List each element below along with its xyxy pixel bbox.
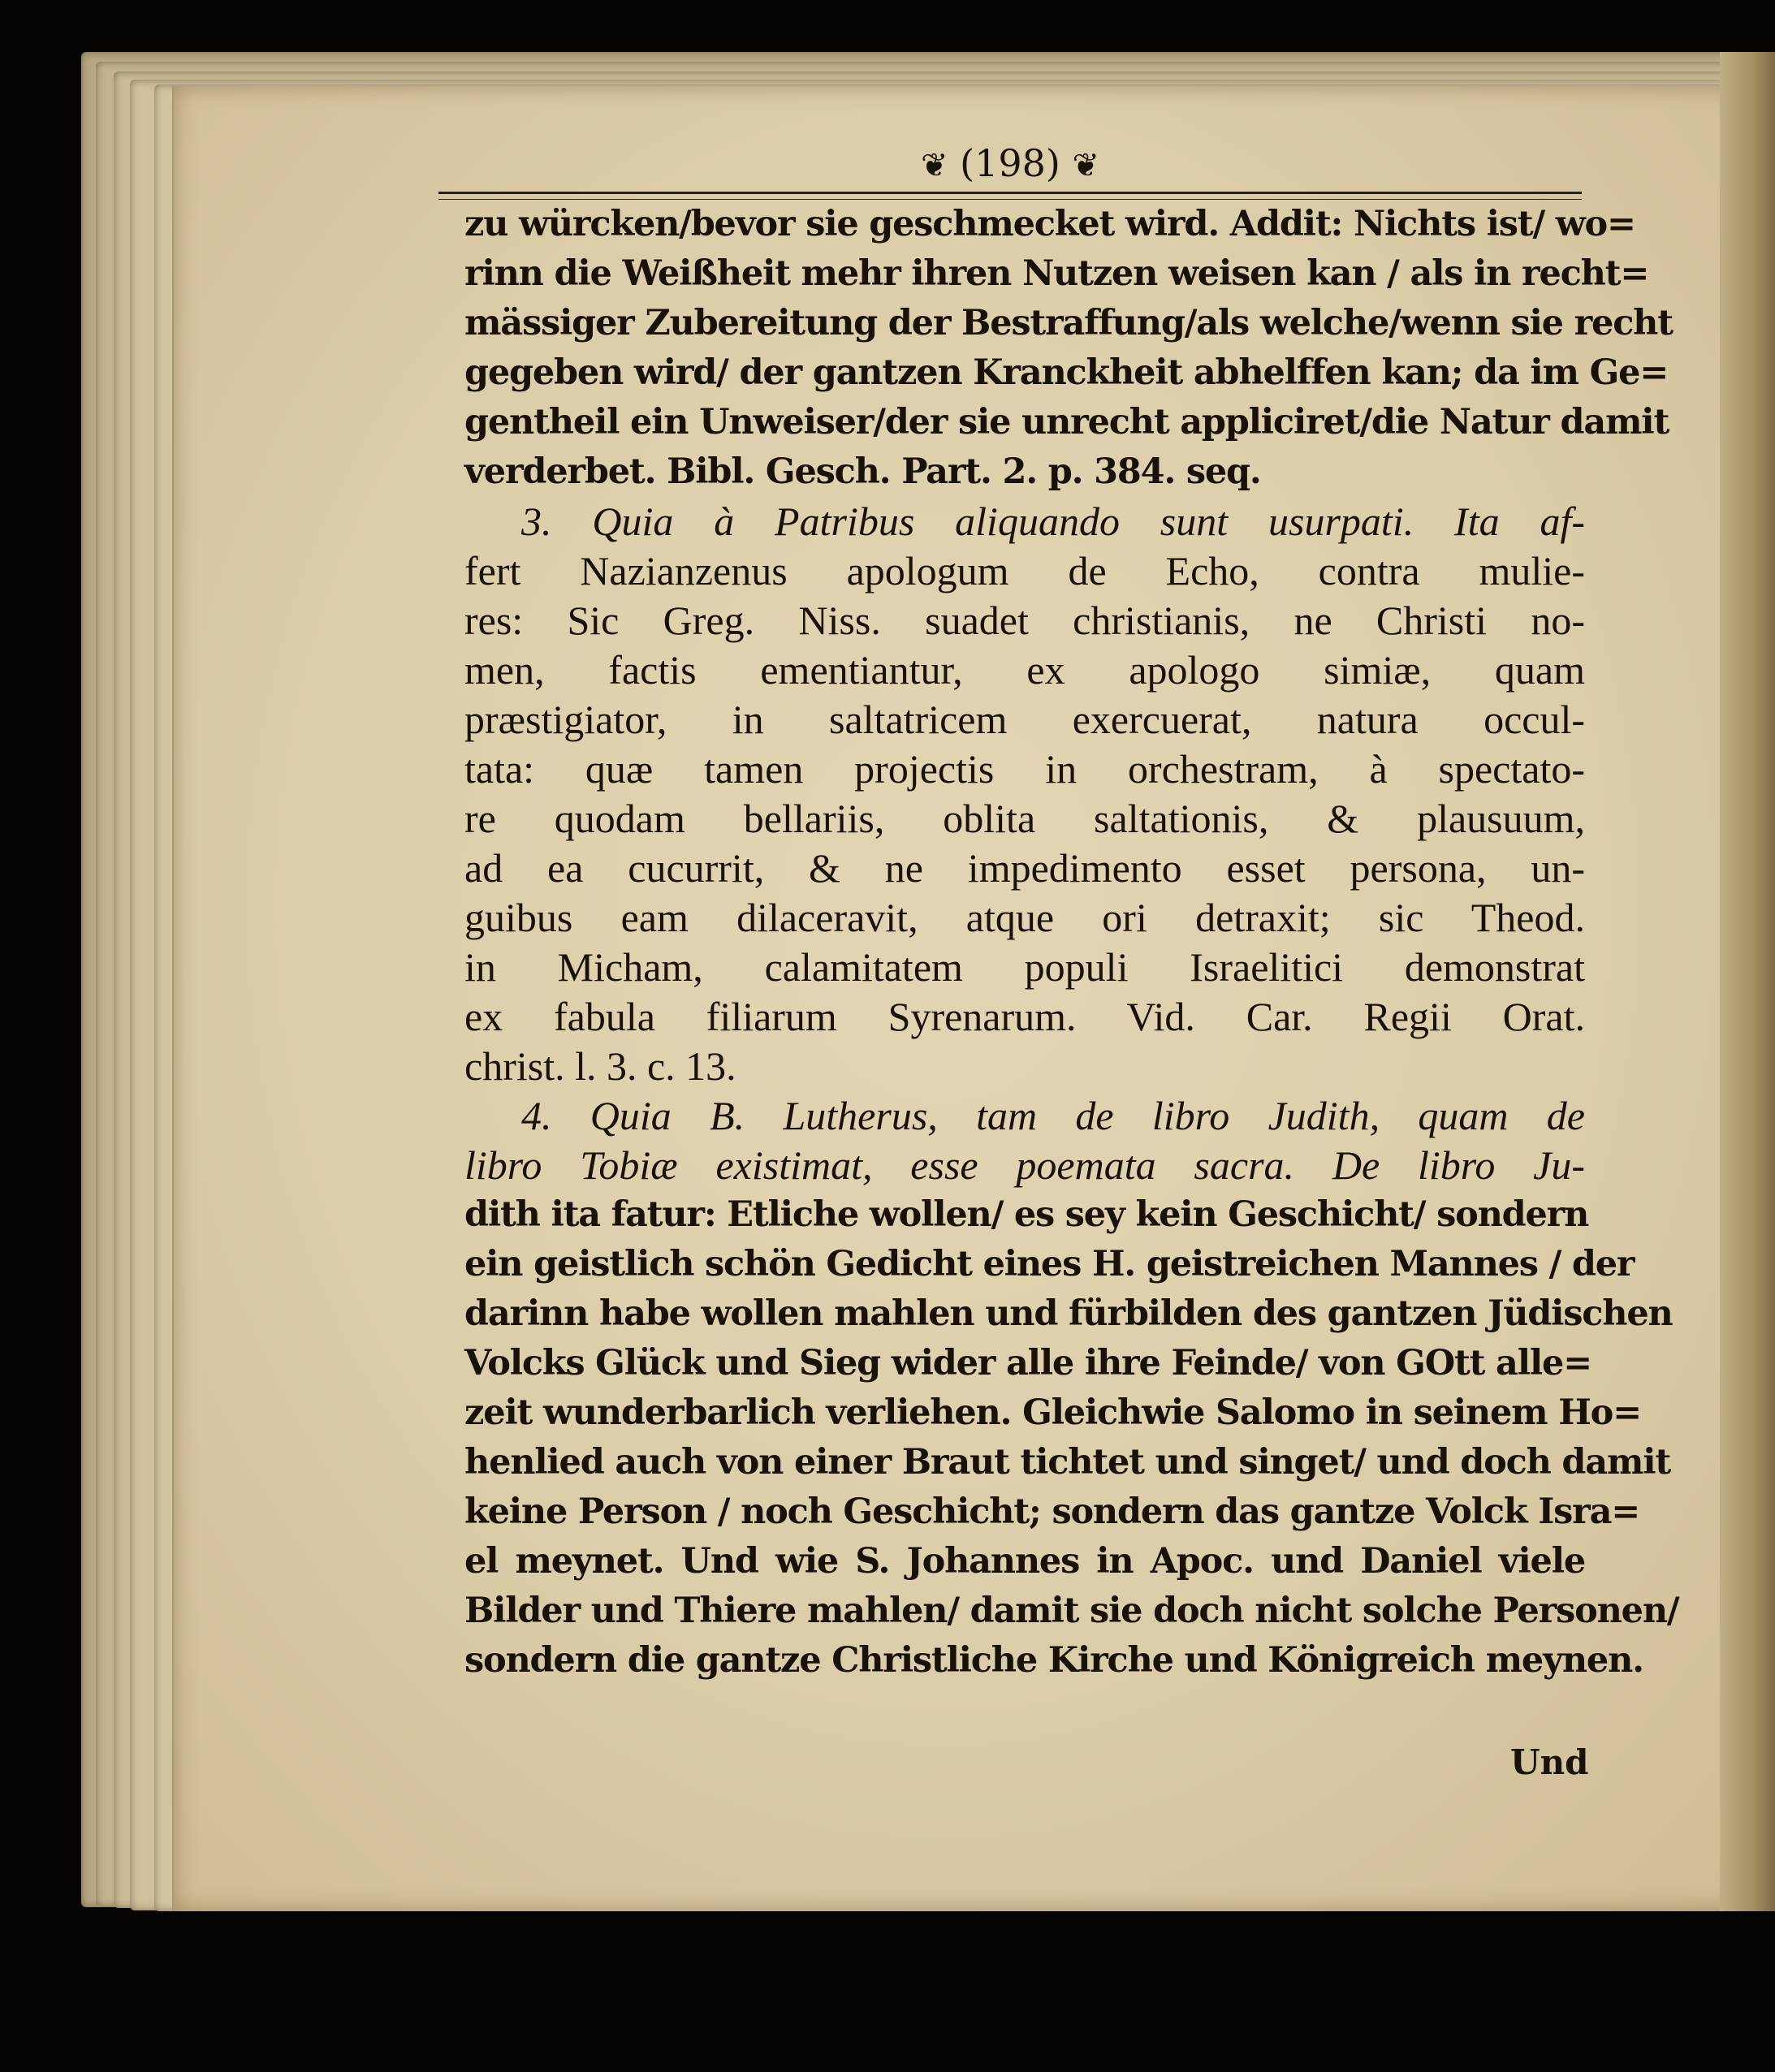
text-line: rinn die Weißheit mehr ihren Nutzen weisen kan / als in recht= (464, 253, 1649, 294)
body-text (464, 200, 1679, 1686)
text-line: res: Sic Greg. Niss. suadet christianis, ne Christi no- (464, 598, 1585, 643)
page-header (438, 136, 1582, 190)
text-line: verderbet. Bibl. Gesch. Part. 2. p. 384. seq. (464, 451, 1261, 492)
text-line: ex fabula filiarum Syrenarum. Vid. Car. Regii Orat. (464, 994, 1585, 1039)
text-line: zu würcken/bevor sie geschmecket wird. Addit: Nichts ist/ wo= (464, 204, 1635, 244)
text-line: dith ita fatur: Etliche wollen/ es sey kein Geschicht/ sondern (464, 1194, 1589, 1235)
text-line: gentheil ein Unweiser/der sie unrecht appliciret/die Natur damit (464, 402, 1669, 442)
catchword: Und (1510, 1742, 1589, 1782)
text-line: gegeben wird/ der gantzen Kranckheit abhelffen kan; da im Ge= (464, 352, 1669, 393)
header-rule (438, 192, 1582, 200)
text-line: guibus eam dilaceravit, atque ori detraxit; sic Theod. (464, 895, 1585, 940)
text-line: keine Person / noch Geschicht; sondern das gantze Volck Isra= (464, 1491, 1640, 1532)
text-line: mässiger Zubereitung der Bestraffung/als welche/wenn sie recht (464, 303, 1673, 343)
text-line: men, factis ementiantur, ex apologo simiæ, quam (464, 647, 1585, 693)
text-line: tata: quæ tamen projectis in orchestram, à spectato- (464, 746, 1585, 792)
fleuron-right-icon: ❦ (1072, 147, 1099, 184)
text-line: sondern die gantze Christliche Kirche und Königreich meynen. (464, 1640, 1643, 1681)
text-line: darinn habe wollen mahlen und fürbilden des gantzen Jüdischen (464, 1293, 1673, 1334)
text-line: Bilder und Thiere mahlen/ damit sie doch nicht solche Personen/ (464, 1591, 1679, 1631)
text-line: fert Nazianzenus apologum de Echo, contra mulie- (464, 548, 1585, 594)
text-line: henlied auch von einer Braut tichtet und singet/ und doch damit (464, 1442, 1671, 1483)
text-line: libro Tobiæ existimat, esse poemata sacra. De libro Ju- (464, 1142, 1585, 1188)
text-line: præstigiator, in saltatricem exercuerat, natura occul- (464, 697, 1585, 742)
text-line: ad ea cucurrit, & ne impedimento esset persona, un- (464, 845, 1585, 891)
text-line: el meynet. Und wie S. Johannes in Apoc. und Daniel viele (464, 1541, 1585, 1582)
fleuron-left-icon: ❦ (921, 147, 948, 184)
text-line: ein geistlich schön Gedicht eines H. geistreichen Mannes / der (464, 1244, 1635, 1284)
paragraph-4-start: 4. Quia B. Lutherus, tam de libro Judith, quam de (521, 1093, 1585, 1138)
text-line: zeit wunderbarlich verliehen. Gleichwie Salomo in seinem Ho= (464, 1392, 1641, 1433)
book-gutter (1720, 52, 1775, 1911)
text-line: in Micham, calamitatem populi Israelitici demonstrat (464, 944, 1585, 990)
page-number: (198) (960, 141, 1060, 185)
text-line: re quodam bellariis, oblita saltationis, & plausuum, (464, 796, 1585, 841)
text-line: christ. l. 3. c. 13. (464, 1043, 736, 1089)
text-line: Volcks Glück und Sieg wider alle ihre Feinde/ von GOtt alle= (464, 1343, 1591, 1383)
paragraph-3-start: 3. Quia à Patribus aliquando sunt usurpati. Ita af- (521, 499, 1585, 544)
